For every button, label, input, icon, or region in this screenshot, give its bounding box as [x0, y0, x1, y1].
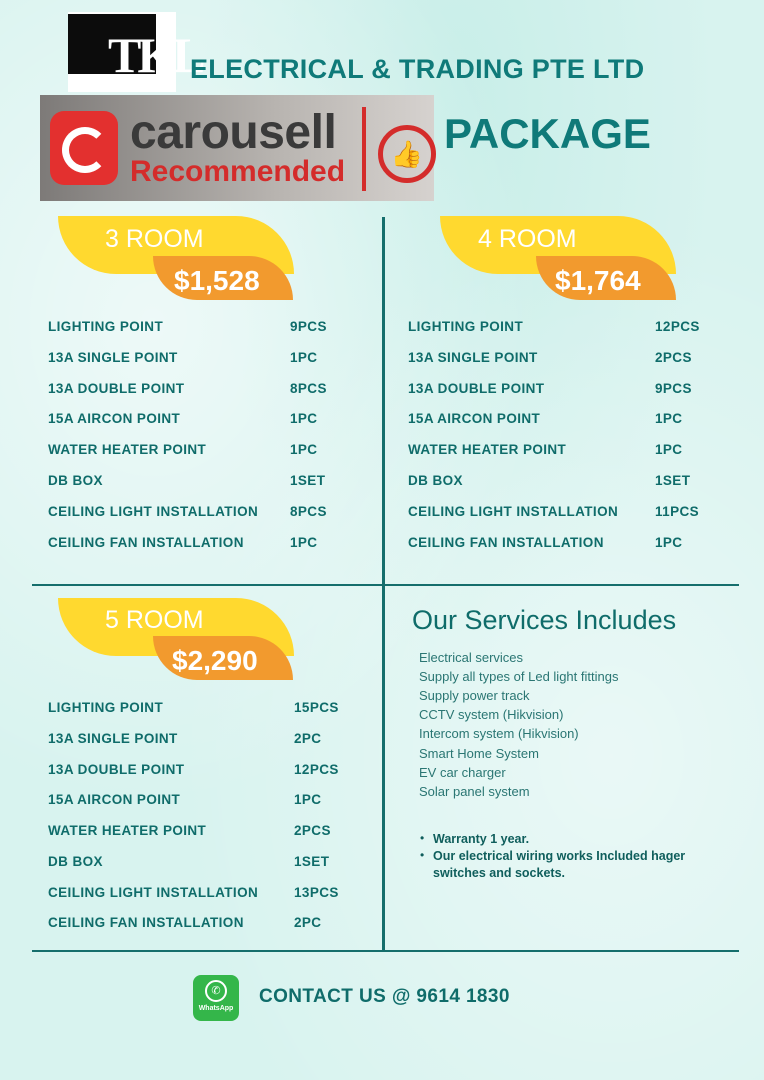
item-qty: 11PCS	[655, 504, 700, 519]
phone-icon: ✆	[205, 980, 227, 1002]
price: $2,290	[172, 645, 258, 676]
whatsapp-icon[interactable]	[193, 975, 239, 1021]
item-qty: 1PC	[290, 442, 318, 457]
item-name: CEILING FAN INSTALLATION	[48, 535, 244, 550]
item-name: WATER HEATER POINT	[408, 442, 567, 457]
bullet-icon: •	[420, 831, 425, 845]
item-qty: 9PCS	[290, 319, 327, 334]
service-item: CCTV system (Hikvision)	[419, 707, 564, 722]
item-qty: 2PCS	[294, 823, 331, 838]
bullet-item: Our electrical wiring works Included hager switches and sockets.	[433, 849, 686, 880]
carousell-ring-icon	[62, 127, 108, 173]
company-name: ELECTRICAL & TRADING PTE LTD	[190, 54, 645, 84]
item-qty: 1PC	[290, 411, 318, 426]
room-label: 5 ROOM	[105, 606, 204, 634]
item-qty: 15PCS	[294, 700, 339, 715]
item-name: CEILING LIGHT INSTALLATION	[48, 504, 259, 519]
package-title: PACKAGE	[444, 110, 651, 157]
item-name: WATER HEATER POINT	[48, 823, 207, 838]
item-name: 15A AIRCON POINT	[48, 792, 181, 807]
item-qty: 1PC	[290, 350, 318, 365]
whatsapp-label: WhatsApp	[198, 1005, 234, 1012]
service-item: Smart Home System	[419, 746, 539, 761]
item-qty: 1PC	[655, 535, 683, 550]
price: $1,764	[555, 265, 641, 296]
room-label: 3 ROOM	[105, 225, 204, 253]
item-qty: 12PCS	[294, 762, 339, 777]
item-name: 13A DOUBLE POINT	[408, 381, 545, 396]
item-name: CEILING LIGHT INSTALLATION	[408, 504, 619, 519]
company-logo	[68, 12, 202, 92]
item-name: CEILING FAN INSTALLATION	[48, 915, 244, 930]
item-name: DB BOX	[48, 854, 103, 869]
item-name: WATER HEATER POINT	[48, 442, 207, 457]
contact-text: CONTACT US @ 9614 1830	[259, 986, 510, 1007]
bullet-icon: •	[420, 848, 425, 862]
bullet-item: Warranty 1 year.	[433, 832, 530, 846]
room-label: 4 ROOM	[478, 225, 577, 253]
item-qty: 1SET	[294, 854, 330, 869]
item-qty: 1SET	[290, 473, 326, 488]
item-qty: 1PC	[655, 411, 683, 426]
item-qty: 1PC	[294, 792, 322, 807]
item-name: 15A AIRCON POINT	[48, 411, 181, 426]
item-qty: 8PCS	[290, 504, 327, 519]
services-title: Our Services Includes	[412, 605, 677, 635]
service-item: Supply power track	[419, 688, 530, 703]
item-name: LIGHTING POINT	[48, 700, 164, 715]
logo-text: TKL	[108, 27, 202, 83]
horizontal-divider-middle	[32, 584, 739, 586]
item-name: 13A SINGLE POINT	[48, 731, 178, 746]
item-name: DB BOX	[408, 473, 463, 488]
item-name: 13A DOUBLE POINT	[48, 381, 185, 396]
item-qty: 2PC	[294, 731, 322, 746]
item-name: 13A SINGLE POINT	[48, 350, 178, 365]
item-qty: 1PC	[655, 442, 683, 457]
item-name: 15A AIRCON POINT	[408, 411, 541, 426]
carousell-divider	[362, 107, 366, 191]
item-qty: 2PC	[294, 915, 322, 930]
item-name: LIGHTING POINT	[48, 319, 164, 334]
carousell-icon	[50, 111, 118, 185]
item-name: CEILING LIGHT INSTALLATION	[48, 885, 259, 900]
service-item: Solar panel system	[419, 784, 530, 799]
horizontal-divider-bottom	[32, 950, 739, 952]
item-qty: 12PCS	[655, 319, 700, 334]
service-item: Supply all types of Led light fittings	[419, 669, 619, 684]
carousell-badge	[40, 95, 434, 201]
item-name: 13A DOUBLE POINT	[48, 762, 185, 777]
service-item: EV car charger	[419, 765, 506, 780]
item-name: LIGHTING POINT	[408, 319, 524, 334]
item-name: DB BOX	[48, 473, 103, 488]
thumbs-up-icon: 👍	[378, 125, 436, 183]
item-qty: 13PCS	[294, 885, 339, 900]
item-name: 13A SINGLE POINT	[408, 350, 538, 365]
service-item: Intercom system (Hikvision)	[419, 726, 579, 741]
price: $1,528	[174, 265, 260, 296]
item-qty: 1PC	[290, 535, 318, 550]
item-qty: 1SET	[655, 473, 691, 488]
carousell-word: carousell	[130, 106, 337, 159]
item-qty: 9PCS	[655, 381, 692, 396]
item-name: CEILING FAN INSTALLATION	[408, 535, 604, 550]
service-item: Electrical services	[419, 650, 524, 665]
item-qty: 8PCS	[290, 381, 327, 396]
carousell-recommended: Recommended	[130, 155, 346, 188]
item-qty: 2PCS	[655, 350, 692, 365]
